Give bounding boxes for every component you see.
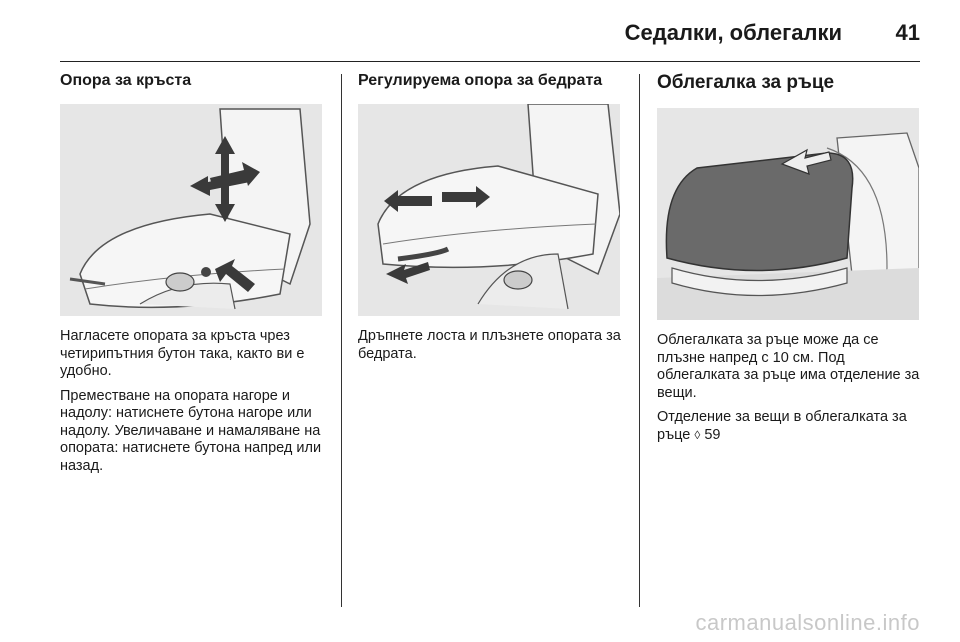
- page-header: [60, 14, 920, 62]
- watermark: carmanualsonline.info: [695, 610, 920, 635]
- section-armrest: [657, 72, 923, 444]
- column-divider: [341, 74, 342, 607]
- section-thigh-support: [358, 72, 628, 363]
- page-reference-icon: ◊: [694, 427, 701, 442]
- paragraph-text: Отделение за вещи в облегалката за ръце: [657, 409, 907, 443]
- column-divider: [639, 74, 640, 607]
- section-heading: Регулируема опора за бедрата: [358, 72, 603, 89]
- paragraph: Преместване на опората нагоре и надолу: натиснете бутона нагоре или надолу. Увеличаване и намаляване на опората: натиснете бутона напред или назад.: [60, 387, 322, 474]
- section-heading: Облегалка за ръце: [657, 72, 835, 93]
- paragraph: Нагласете опората за кръста чрез четирипътния бутон така, както ви е удобно.: [60, 328, 305, 379]
- page-reference-link[interactable]: 59: [700, 426, 721, 443]
- paragraph-cross-reference: [657, 409, 923, 444]
- seat-thigh-support-illustration-icon: [358, 104, 620, 316]
- seat-lumbar-illustration-icon: [60, 104, 322, 316]
- section-lumbar-support: [60, 72, 330, 475]
- paragraph: Облегалката за ръце може да се плъзне напред с 10 см. Под облегалката за ръце има отделение за вещи.: [657, 332, 920, 401]
- page-title: Седалки, облегалки: [624, 20, 842, 45]
- paragraph: Дръпнете лоста и плъзнете опората за бедрата.: [358, 328, 621, 362]
- page-number: 41: [895, 20, 920, 45]
- section-heading: Опора за кръста: [60, 72, 192, 89]
- armrest-illustration-icon: [657, 108, 919, 320]
- header-divider: [60, 61, 920, 62]
